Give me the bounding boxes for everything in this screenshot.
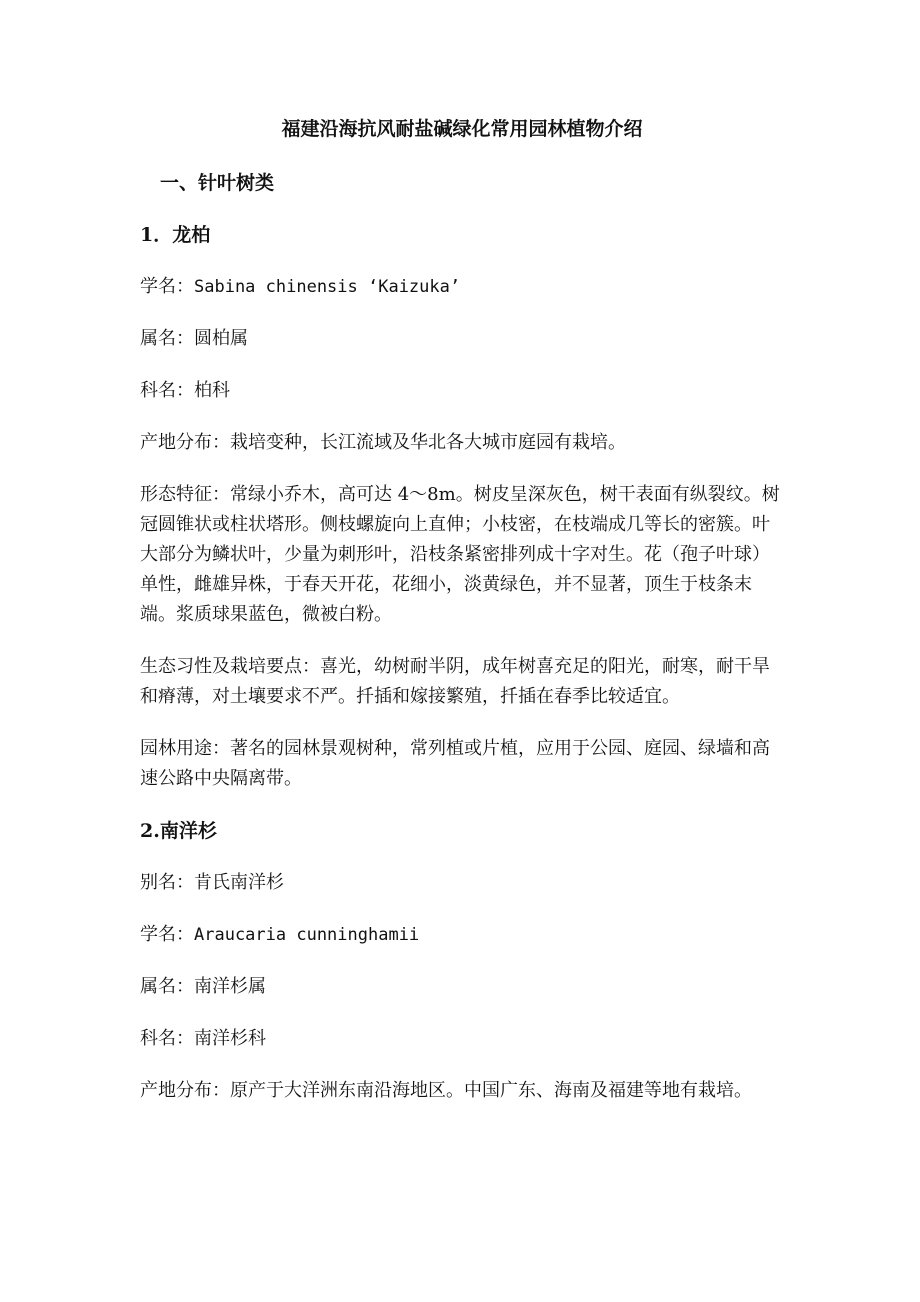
distribution: 产地分布：原产于大洋洲东南沿海地区。中国广东、海南及福建等地有栽培。 [140,1080,752,1101]
scientific-name [140,272,784,302]
plant-entry-nanyangshan [140,816,784,1106]
landscape-use: 园林用途：著名的园林景观树种，常列植或片植，应用于公园、庭园、绿墙和高速公路中央隔离带。 [140,738,770,789]
scientific-name-label: 学名： [140,276,194,297]
document-page [140,114,784,1128]
morphology: 形态特征：常绿小乔木，高可达 4～8m。树皮呈深灰色，树干表面有纵裂纹。树冠圆锥状或柱状塔形。侧枝螺旋向上直伸；小枝密，在枝端成几等长的密簇。叶大部分为鳞状叶，少量为刺形叶，沿枝条紧密排列成十字对生。花（孢子叶球）单性，雌雄异株，于春天开花，花细小，淡黄绿色，并不显著，顶生于枝条末端。浆质球果蓝色，微被白粉。 [140,484,780,625]
ecology: 生态习性及栽培要点：喜光，幼树耐半阴，成年树喜充足的阳光，耐寒，耐干旱和瘠薄，对土壤要求不严。扦插和嫁接繁殖，扦插在春季比较适宜。 [140,656,770,707]
plant-heading: 1．龙柏 [140,224,211,246]
plant-entry-longbai [140,220,784,794]
scientific-name-label: 学名： [140,924,194,945]
alias-name: 别名：肯氏南洋杉 [140,872,284,893]
genus-name: 属名：南洋杉属 [140,976,266,997]
genus-name: 属名：圆柏属 [140,328,248,349]
document-title: 福建沿海抗风耐盐碱绿化常用园林植物介绍 [281,118,643,140]
scientific-name-value: Araucaria cunninghamii [194,925,420,945]
distribution: 产地分布：栽培变种，长江流域及华北各大城市庭园有栽培。 [140,432,626,453]
scientific-name-value: Sabina chinensis ‘Kaizuka’ [194,277,461,297]
family-name: 科名：柏科 [140,380,230,401]
family-name: 科名：南洋杉科 [140,1028,266,1049]
plant-heading: 2.南洋杉 [140,820,217,842]
scientific-name [140,920,784,950]
section-heading: 一、针叶树类 [160,172,275,194]
